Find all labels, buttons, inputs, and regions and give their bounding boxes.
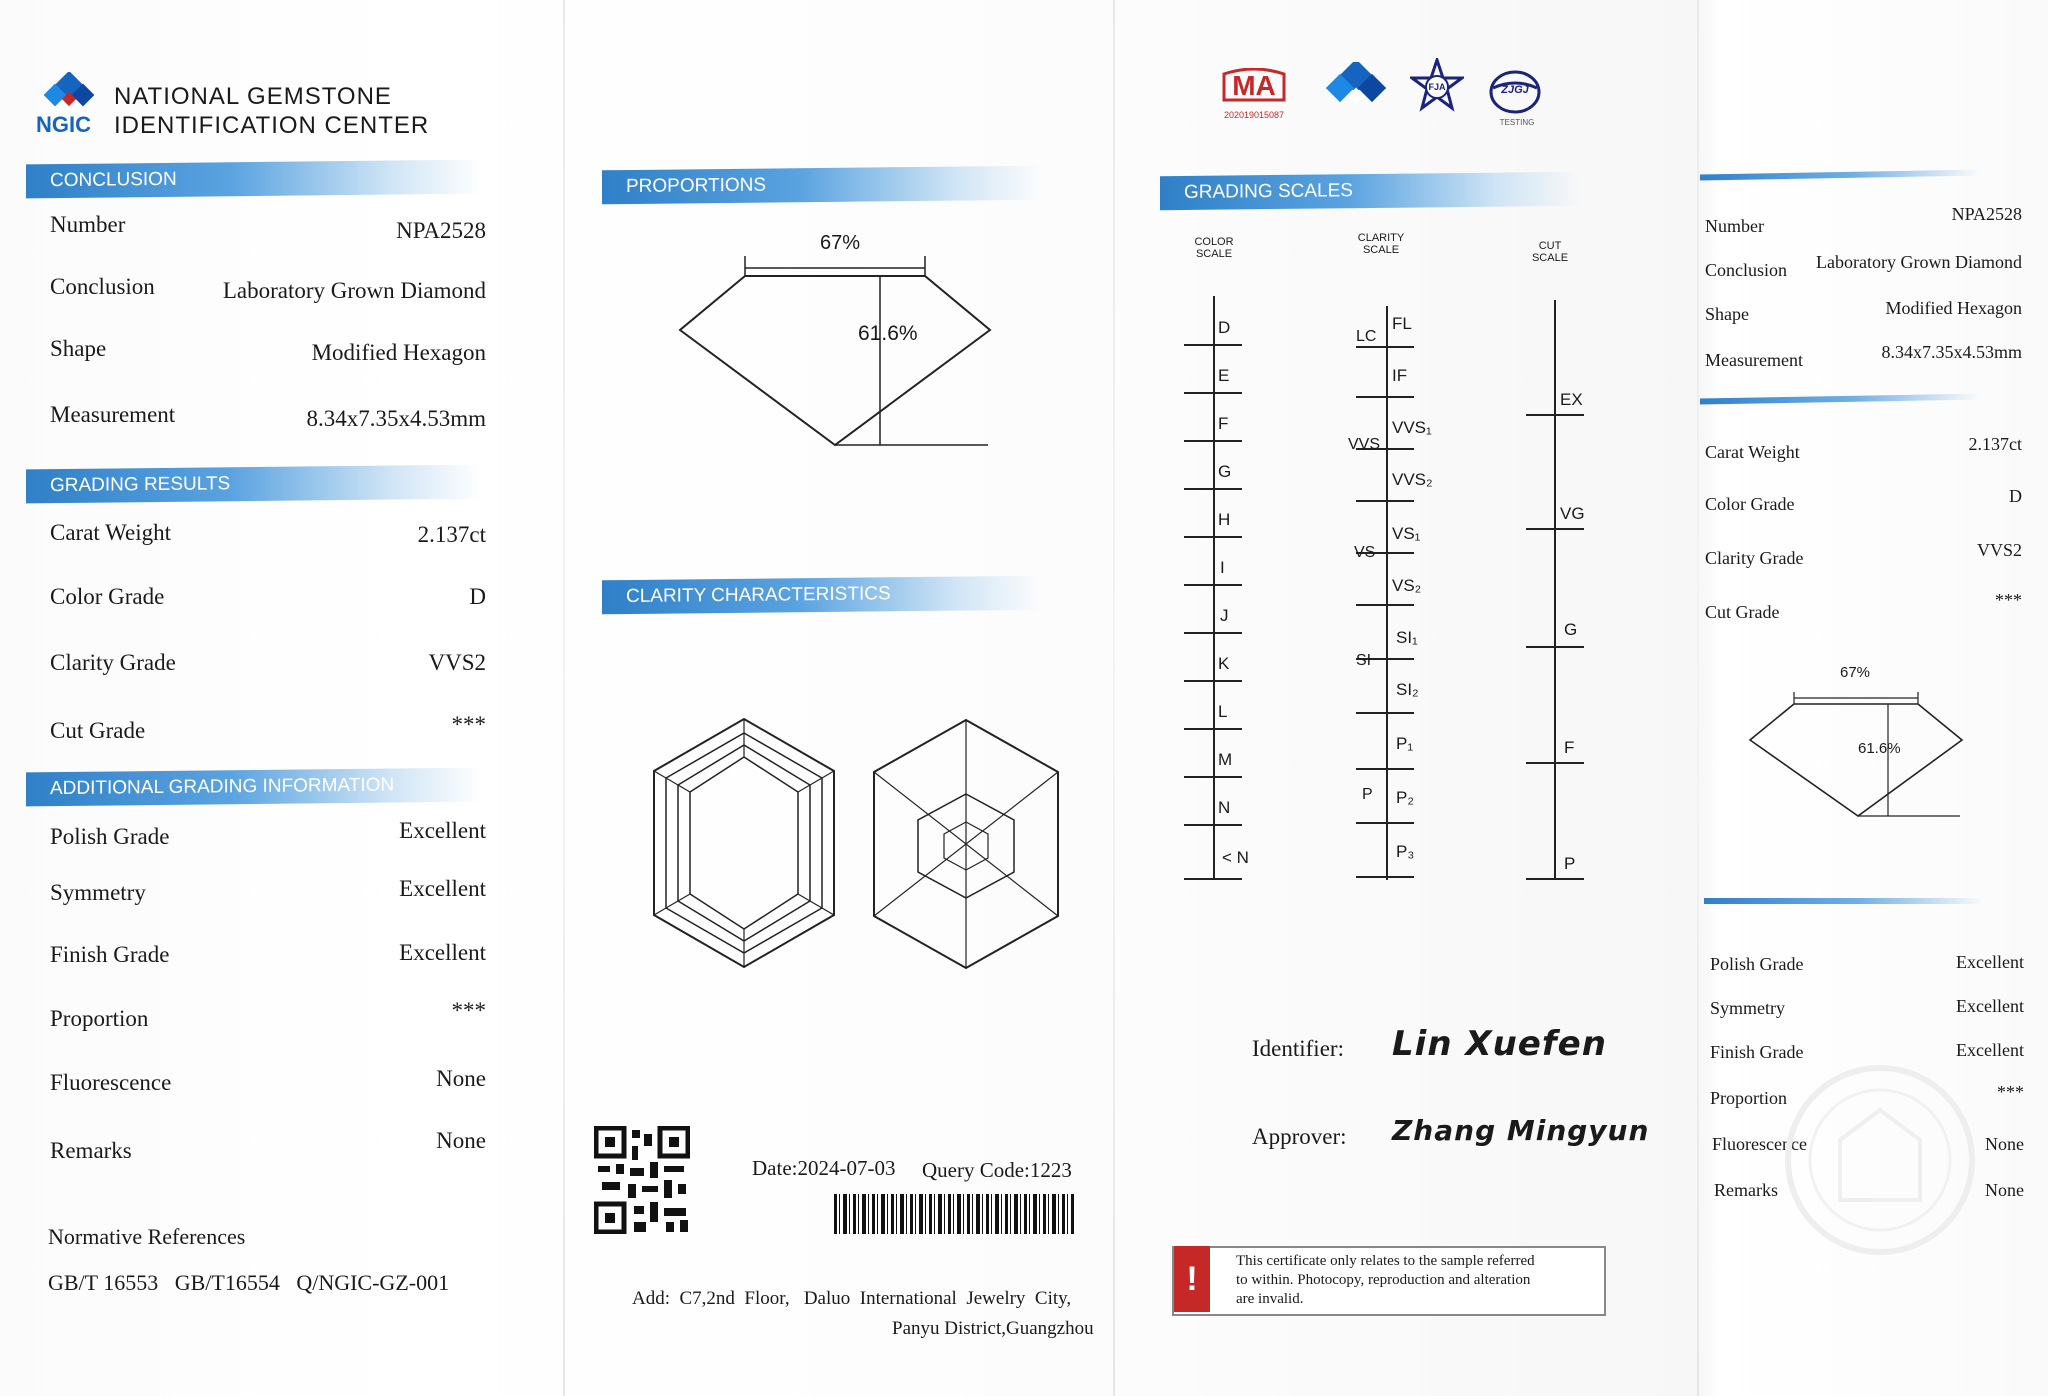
- proportion-diagram: [670, 240, 1000, 450]
- barcode: [834, 1194, 1074, 1234]
- row-label: Remarks: [50, 1138, 132, 1163]
- row-label: Proportion: [50, 1006, 149, 1031]
- scale-axis: [1386, 306, 1388, 880]
- scale-tick: [1356, 346, 1414, 348]
- heading-line: SCALE: [1362, 244, 1400, 256]
- summary-label: Fluorescence: [1712, 1134, 1807, 1154]
- row-value: None: [436, 1066, 486, 1091]
- scale-tick: [1184, 776, 1242, 778]
- row-label: Measurement: [50, 402, 176, 427]
- notice-line: to within. Photocopy, reproduction and alteration: [1236, 1272, 1531, 1288]
- conclusion-banner: CONCLUSION: [26, 160, 481, 199]
- row-label: Polish Grade: [50, 824, 170, 849]
- color-grade-label: K: [1218, 654, 1230, 673]
- scale-tick: [1184, 680, 1242, 682]
- summary-depth-percent: 61.6%: [1858, 740, 1901, 757]
- heading-line: CLARITY: [1357, 232, 1405, 244]
- approver-label: Approver:: [1252, 1124, 1347, 1149]
- qr-code-icon: [594, 1126, 690, 1234]
- depth-percent: 61.6%: [858, 322, 918, 345]
- scale-tick: [1184, 878, 1242, 880]
- logo-text: NGIC: [36, 112, 91, 137]
- scale-tick: [1184, 632, 1242, 634]
- cut-grade-label: P: [1564, 854, 1576, 873]
- row-value: VVS2: [428, 650, 486, 675]
- row-value: ***: [451, 712, 486, 737]
- row-value: Laboratory Grown Diamond: [222, 278, 486, 303]
- clarity-grade-label: SI₂: [1396, 680, 1419, 699]
- heading-line: COLOR: [1194, 236, 1234, 248]
- row-value: 8.34x7.35x4.53mm: [306, 406, 486, 431]
- address-line2: Panyu District,Guangzhou: [892, 1318, 1094, 1339]
- clarity-grade-label: VS₁: [1392, 524, 1421, 543]
- summary-proportion-diagram: [1746, 686, 1966, 820]
- row-label: Fluorescence: [50, 1070, 172, 1095]
- summary-value: VVS2: [1976, 540, 2022, 560]
- normative-refs: GB/T 16553 GB/T16554 Q/NGIC-GZ-001: [48, 1270, 450, 1295]
- approver-signature: Zhang Mingyun: [1392, 1114, 1650, 1147]
- fold-line: [1697, 0, 1699, 1396]
- org-name-line1: NATIONAL GEMSTONE: [114, 83, 392, 110]
- row-value: 2.137ct: [417, 522, 486, 547]
- fja-text: FJA: [1428, 82, 1446, 92]
- color-grade-label: I: [1220, 558, 1225, 577]
- summary-value: None: [1985, 1180, 2024, 1200]
- scale-tick: [1184, 488, 1242, 490]
- heading-line: SCALE: [1195, 248, 1233, 260]
- color-grade-label: < N: [1222, 848, 1249, 867]
- fold-line: [1113, 0, 1115, 1396]
- cut-grade-label: G: [1564, 620, 1578, 639]
- clarity-grade-label: FL: [1392, 314, 1412, 333]
- row-value: Excellent: [399, 876, 486, 901]
- summary-value: 2.137ct: [1968, 434, 2022, 454]
- scale-axis: [1554, 300, 1556, 880]
- summary-value: Excellent: [1956, 996, 2024, 1016]
- notice-box: [1172, 1246, 1606, 1316]
- summary-divider: [1704, 898, 1984, 904]
- row-value: D: [469, 584, 486, 609]
- scale-tick: [1184, 584, 1242, 586]
- summary-value: 8.34x7.35x4.53mm: [1881, 342, 2022, 362]
- cut-grade-label: F: [1564, 738, 1575, 757]
- summary-label: Clarity Grade: [1705, 548, 1804, 568]
- clarity-scale-heading: [1352, 232, 1410, 256]
- cut-grade-label: EX: [1560, 390, 1583, 409]
- address-line1: Add: C7,2nd Floor, Daluo International Jewelry City,: [632, 1288, 1072, 1309]
- summary-label: Finish Grade: [1710, 1042, 1804, 1062]
- cut-grade-label: VG: [1560, 504, 1585, 523]
- summary-label: Proportion: [1710, 1088, 1788, 1108]
- row-value: None: [436, 1128, 486, 1153]
- identifier-signature: Lin Xuefen: [1392, 1024, 1607, 1064]
- summary-divider: [1700, 170, 1980, 181]
- scale-tick: [1356, 500, 1414, 502]
- color-grade-label: H: [1218, 510, 1231, 529]
- row-value: Modified Hexagon: [311, 340, 486, 365]
- scale-tick: [1526, 414, 1584, 416]
- scale-tick: [1356, 604, 1414, 606]
- summary-value: ***: [1997, 1082, 2024, 1102]
- clarity-grade-label: VVS₂: [1392, 470, 1433, 489]
- fold-line: [563, 0, 565, 1396]
- clarity-grade-label: P₂: [1396, 788, 1414, 807]
- color-grade-label: N: [1218, 798, 1231, 817]
- summary-value: Modified Hexagon: [1885, 298, 2022, 318]
- pavilion-view-diagram: [868, 716, 1064, 972]
- summary-value: None: [1985, 1134, 2024, 1154]
- clarity-grade-label: VS₂: [1392, 576, 1422, 595]
- testing-text: TESTING: [1499, 118, 1535, 127]
- row-label: Number: [50, 212, 126, 237]
- query-code: Query Code:1223: [922, 1158, 1072, 1182]
- clarity-grade-label: VVS₁: [1392, 418, 1432, 437]
- cma-number: 202019015087: [1223, 110, 1285, 120]
- clarity-grade-label: P₁: [1396, 734, 1414, 753]
- color-scale-heading: [1192, 236, 1236, 260]
- color-grade-label: J: [1220, 606, 1229, 625]
- summary-label: Color Grade: [1705, 494, 1795, 514]
- cut-scale-heading: [1530, 240, 1570, 264]
- summary-label: Cut Grade: [1705, 602, 1780, 622]
- clarity-characteristics-banner: CLARITY CHARACTERISTICS: [602, 576, 1042, 615]
- clarity-grade-label: P₃: [1396, 842, 1415, 861]
- org-name-line2: IDENTIFICATION CENTER: [114, 112, 430, 139]
- summary-label: Remarks: [1714, 1180, 1778, 1200]
- color-grade-label: L: [1218, 702, 1228, 721]
- clarity-group-label: VVS: [1348, 436, 1381, 453]
- scale-tick: [1184, 440, 1242, 442]
- scale-tick: [1356, 768, 1414, 770]
- scale-tick: [1526, 762, 1584, 764]
- row-label: Color Grade: [50, 584, 165, 609]
- heading-line: CUT: [1538, 240, 1562, 252]
- clarity-group-label: VS: [1354, 544, 1376, 561]
- row-label: Clarity Grade: [50, 650, 176, 675]
- normative-title: Normative References: [48, 1224, 246, 1249]
- clarity-group-label: SI: [1356, 652, 1372, 669]
- color-grade-label: F: [1218, 414, 1229, 433]
- notice-line: are invalid.: [1236, 1291, 1304, 1307]
- proportions-banner: PROPORTIONS: [602, 166, 1042, 205]
- table-percent: 67%: [820, 232, 861, 254]
- color-grade-label: G: [1218, 462, 1232, 481]
- clarity-grade-label: IF: [1392, 366, 1408, 385]
- color-grade-label: M: [1218, 750, 1233, 769]
- summary-label: Carat Weight: [1705, 442, 1800, 462]
- scale-tick: [1526, 528, 1584, 530]
- heading-line: SCALE: [1531, 252, 1569, 264]
- grading-results-banner: GRADING RESULTS: [26, 465, 481, 504]
- scale-tick: [1184, 824, 1242, 826]
- additional-info-banner: ADDITIONAL GRADING INFORMATION: [26, 768, 481, 807]
- watermark-seal-icon: [1780, 1060, 1980, 1260]
- summary-value: Excellent: [1956, 952, 2024, 972]
- color-grade-label: E: [1218, 366, 1230, 385]
- scale-tick: [1526, 878, 1584, 880]
- summary-value: NPA2528: [1951, 204, 2022, 224]
- scale-axis: [1213, 296, 1215, 880]
- scale-tick: [1184, 392, 1242, 394]
- issue-date: Date:2024-07-03: [752, 1156, 896, 1180]
- summary-value: Excellent: [1956, 1040, 2024, 1060]
- crown-view-diagram: [648, 715, 844, 973]
- row-label: Carat Weight: [50, 520, 171, 545]
- summary-label: Shape: [1705, 304, 1749, 324]
- notice-line: This certificate only relates to the sample referred: [1236, 1253, 1535, 1269]
- zjgj-text: ZJGJ: [1501, 84, 1529, 96]
- summary-value: ***: [1995, 590, 2022, 610]
- notice-text: [1236, 1252, 1535, 1309]
- row-value: NPA2528: [396, 218, 486, 243]
- cma-badge-text: MA: [1232, 70, 1276, 101]
- row-value: Excellent: [399, 818, 486, 843]
- clarity-grade-label: SI₁: [1396, 628, 1418, 647]
- grading-scales-banner: GRADING SCALES: [1160, 172, 1580, 210]
- scale-tick: [1184, 728, 1242, 730]
- scale-tick: [1356, 876, 1414, 878]
- clarity-group-label: P: [1362, 786, 1373, 803]
- warning-icon: !: [1174, 1246, 1210, 1312]
- scale-tick: [1356, 712, 1414, 714]
- row-label: Cut Grade: [50, 718, 146, 743]
- summary-label: Number: [1705, 216, 1764, 236]
- summary-table-percent: 67%: [1840, 664, 1871, 681]
- scale-tick: [1184, 344, 1242, 346]
- scale-tick: [1356, 822, 1414, 824]
- ngic-diamond-logo-icon: [1326, 62, 1386, 118]
- summary-value: D: [2009, 486, 2022, 506]
- row-value: ***: [451, 998, 486, 1023]
- row-value: Excellent: [399, 940, 486, 965]
- summary-label: Symmetry: [1710, 998, 1785, 1018]
- summary-divider: [1700, 394, 1980, 405]
- row-label: Finish Grade: [50, 942, 170, 967]
- summary-label: Polish Grade: [1710, 954, 1804, 974]
- summary-value: Laboratory Grown Diamond: [1816, 252, 2022, 272]
- row-label: Shape: [50, 336, 107, 361]
- summary-label: Measurement: [1705, 350, 1803, 370]
- color-grade-label: D: [1218, 318, 1231, 337]
- summary-label: Conclusion: [1705, 260, 1788, 280]
- row-label: Conclusion: [50, 274, 155, 299]
- scale-tick: [1526, 646, 1584, 648]
- scale-tick: [1184, 536, 1242, 538]
- row-label: Symmetry: [50, 880, 146, 905]
- identifier-label: Identifier:: [1252, 1036, 1344, 1061]
- scale-tick: [1356, 396, 1414, 398]
- clarity-group-label: LC: [1356, 328, 1377, 345]
